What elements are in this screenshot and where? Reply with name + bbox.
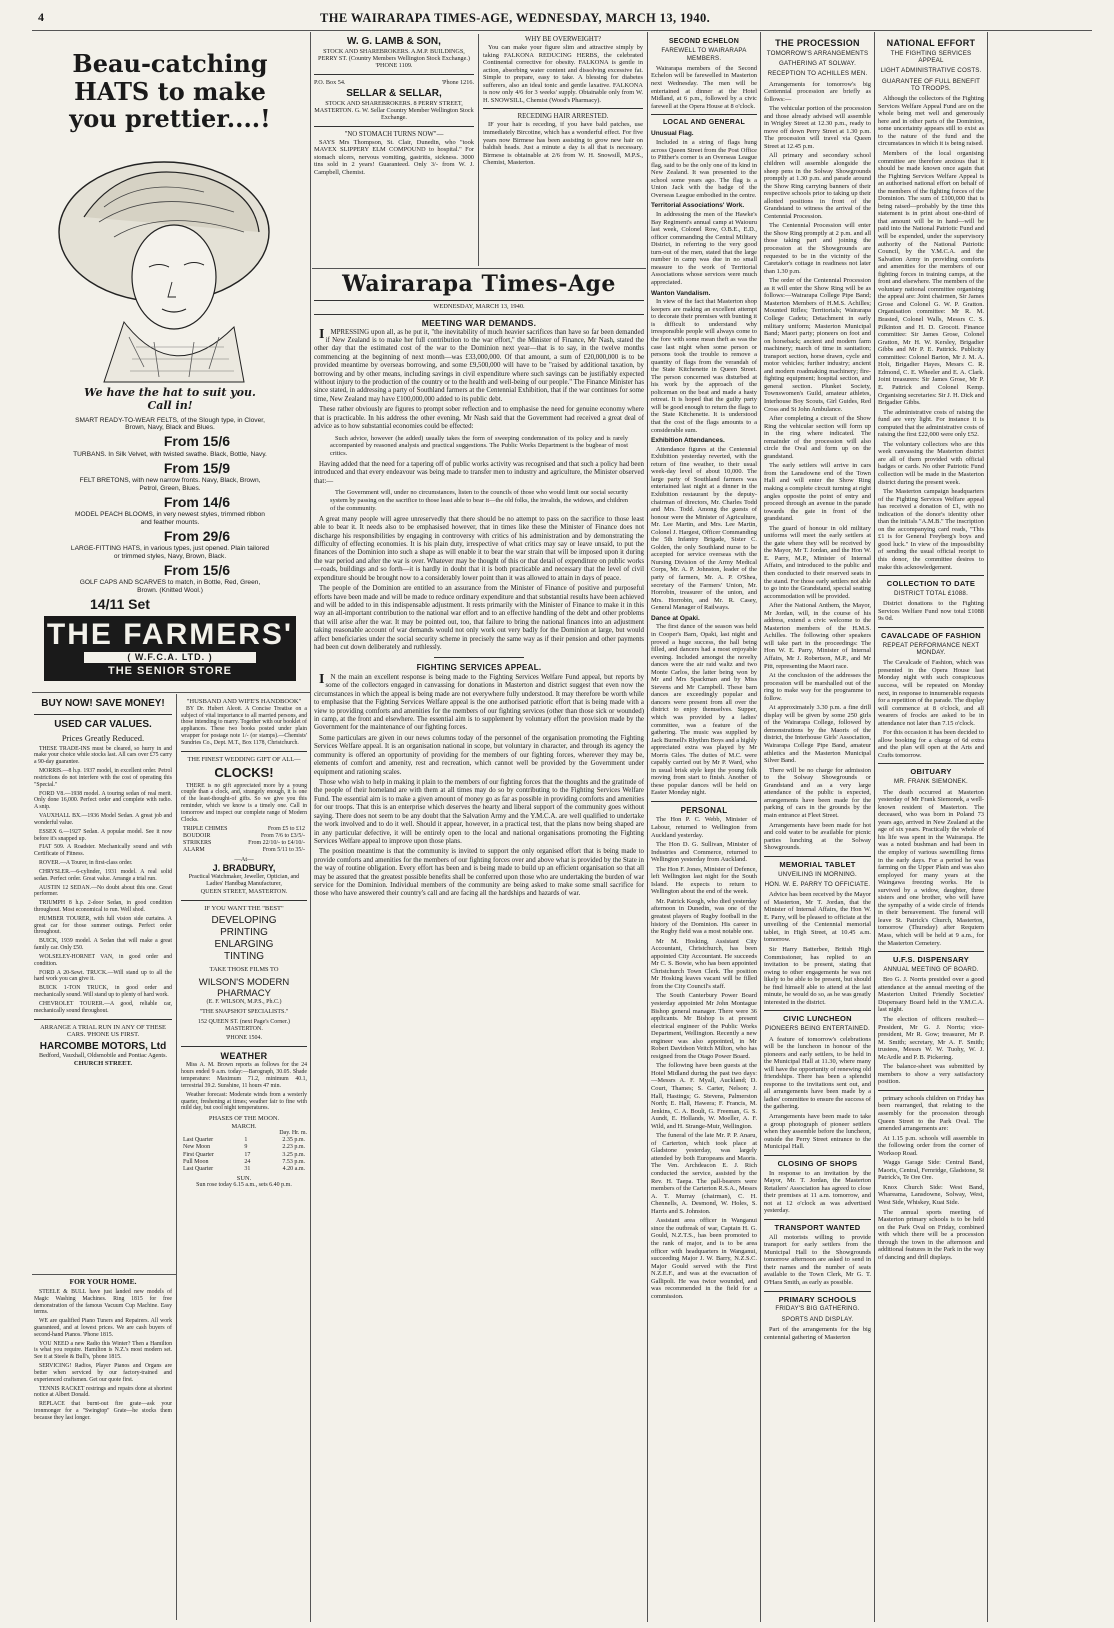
editorial-heading: MEETING WAR DEMANDS. <box>421 317 537 328</box>
farmers-store-tag: THE SENIOR STORE <box>108 664 232 677</box>
schools-paragraph: Waggs Garage Side: Central Band, Maoris, Central, Fernridge, Gladstone, St Patrick's, Te Ore Ore. <box>878 1159 984 1182</box>
personal-paragraph: The funeral of the late Mr. P. P. Anaru, of Carterton, which took place at Gladstone yesterday, was largely attended by both Europeans and Maoris. The Ven. Archdeacon E. J. Rich conducted the service, assisted by the Rev. H. Taepa. The pall-bearers were members of the Carterton R.S.A., Messrs A. T. Murray (chairman), C. H. Chennells, A. Desmond, W. Holes, S. Harris and S. Johnston. <box>651 1132 757 1215</box>
stomach-heading: "NO STOMACH TURNS NOW"— <box>344 130 444 138</box>
shops-body: In response to an invitation by the Mayor, Mr. T. Jordan, the Masterton Retailers' Association has agreed to close their premises at 11 a.m. tomorrow, and not at 12 o'clock as was advertised yesterday. <box>764 1169 871 1215</box>
memorial-sub1: UNVEILING IN MORNING. <box>778 870 857 878</box>
primary-sub2: SPORTS AND DISPLAY. <box>781 1315 854 1323</box>
hats-tagline: We have the hat to suit you. Call in! <box>84 385 256 412</box>
ufs-paragraph: Bro G. J. Norris presided over a good attendance at the annual meeting of the Masterton United Friendly Societies' Dispensary Board held in the Y.M.C.A. last night. <box>878 976 984 1014</box>
memorial-heading: MEMORIAL TABLET <box>779 859 856 869</box>
phase-day: 31 <box>244 1165 251 1172</box>
phase-name: Full Moon <box>183 1158 209 1165</box>
procession-paragraph: The vehicular portion of the procession and those already advised will assemble in Wrigley Street at 12.30 p.m., ready to move off down Perry Street at 1.30 p.m. The procession will travel via Queen Street at 12.45 p.m. <box>764 105 871 150</box>
fighting-appeal-heading: FIGHTING SERVICES APPEAL. <box>416 663 542 673</box>
cars-headline: BUY NOW! SAVE MONEY! <box>41 698 165 709</box>
personal-list <box>651 816 757 1300</box>
schools-paragraph: primary schools children on Friday has been rearranged, that relating to the assembly for the procession through Queen Street to the Park Oval. The amended arrangements are: <box>878 1094 984 1133</box>
clock-name: TRIPLE CHIMES <box>183 825 228 832</box>
editorial-paragraph: Having added that the need for a tapering off of public works activity was recognised and that such a policy had been introduced and that every endeavour was being made to transfer men to industry and agriculture, the Minister observed that:— <box>314 461 644 485</box>
hats-item-text: FELT BRETONS, with new narrow fronts. Navy, Black, Brown, Petrol, Green, Blues. <box>79 477 261 492</box>
phase-name: Last Quarter <box>183 1165 214 1172</box>
ufs-sub: ANNUAL MEETING OF BOARD. <box>883 965 979 973</box>
films-line: TINTING <box>224 950 264 962</box>
farmers-store-name: THE FARMERS' <box>46 618 294 652</box>
procession-paragraph: The order of the Centennial Procession as it will enter the Show Ring will be as follows:—Wairarapa College Pipe Band; Masterton Members of H.M.S. Achilles; Mounted Rifles; Territorials; Wairarapa College Cadets; Detachment in early military uniform; Masterton Municipal Band; Maori party; pioneers on foot and on horseback; ancient and modern farm machinery; march of time in sanitation; transport section, horse drawn, cycle and motor vehicles; further industry; ancient and modern roadmaking machinery; fire-fighting equipment; hospital section, and general section. Plunket Society, Townswomen's Guild, amateur athletes, Interhouse Boy Scouts, Girl Guides, Red Cross and St John Ambulance. <box>764 277 871 413</box>
phase-name: First Quarter <box>183 1151 214 1158</box>
home-item: STEELE & BULL have just landed new models of Magic Washing Machines. Ring 1815 for free demonstration of the famous Vacuum Cup Machine. Easy terms. <box>34 1288 172 1316</box>
procession-paragraph: The Centennial Procession will enter the Show Ring promptly at 2 p.m. and all those taking part and joining the procession at the Showgrounds are requested to be in the vicinity of the Caretaker's cottage in readiness not later than 1.30 p.m. <box>764 222 871 275</box>
sellar-desc: STOCK AND SHAREBROKERS. 8 PERRY STREET, MASTERTON. G. W. Sellar Country Member Wellington Stock Exchange. <box>314 99 474 122</box>
appeal-paragraph: Those who wish to help in making it plain to the members of our fighting forces that the thoughts and the gratitude of the people of their homeland are with them at all times may do so by contributing to the Fighting Services Welfare Fund. The essential aim is to make a given amount of money go as far as possible in providing comforts and amenities for our troops. That this is an enterprise which deserves the hearty and liberal support of the community goes without saying. There does not seem to be any doubt that the Salvation Army and the Y.M.C.A. are well qualified to undertake the work involved and to do it well. Should it appear, however, in a practical test, that the plans now being shaped are in any particular defective, it will be entirely open to the local and national organisations promoting the Fighting Services Welfare appeal to improve upon those plans. <box>314 778 644 845</box>
echelon-sub: FAREWELL TO WAIRARAPA MEMBERS. <box>661 47 747 62</box>
hats-item-text: TURBANS. In Silk Velvet, with twisted swathe. Black, Bottle, Navy. <box>73 450 267 458</box>
divider <box>878 951 984 952</box>
divider <box>651 801 757 802</box>
section-rule <box>32 692 310 693</box>
procession-sub3: RECEPTION TO ACHILLES MEN. <box>767 70 868 78</box>
hats-item-list <box>34 417 306 613</box>
divider <box>314 74 474 75</box>
clock-price-row <box>181 826 307 833</box>
divider <box>764 856 871 857</box>
national-paragraph: The administrative costs of raising the fund are very light. For instance it is computed that the administrative costs of raising the first £22,000 were only £52. <box>878 408 984 439</box>
shops-heading: CLOSING OF SHOPS <box>777 1158 858 1168</box>
hats-item-text: LARGE-FITTING HATS, in various types, just opened. Plain tailored or trimmed styles, Navy, Brown, Black. <box>70 545 270 560</box>
local-item-body: The first dance of the season was held in Cooper's Barn, Opaki, last night and proved a huge success, the hall being filled, and dancers had a most enjoyable evening. Included amongst the novelty dances were the air raid waltz and two Monte Carlos, the latter being won by Mr and Mrs Spackman and by Miss Stevens and Mr Campbell. These barn dances are exceedingly popular and dancers were present from all over the district to enjoy themselves. Supper, which was provided by a ladies' committee, was a feature of the gathering. The music was supplied by Jack Burnell's Rhythm Boys and a highly appreciated extra was played by Mr Morris Giles. The duties of M.C. were capably carried out by Mr P. Ward, who in usual brisk style kept the young folk moving from start to finish. Another of these popular dances will be held on Easter Monday night. <box>651 623 757 797</box>
column-rule <box>647 32 648 1622</box>
phase-time: 3.25 p.m. <box>282 1151 305 1158</box>
national-paragraph: Members of the local organising committee are therefore anxious that it should be made known once again that the Fighting Services Welfare Appeal is an authorised national effort on behalf of the members of the fighting forces of the Dominion. The sum of £100,000 that is being raised—probably by the time this statement is in print about one-third of that amount will be in hand—will be paid into the National Patriotic Fund and will be expended, under the supervisory authority of the National Patriotic Council, by the Y.M.C.A. and the Salvation Army in providing comforts and amenities for the members of our fighting forces in training camps, at the front and elsewhere. The members of the voluntary national committee organising the appeal are: Joint chairmen, Sir James Grose and Colonel G. W. P. Gratton. Organisation committee: Mr R. M. Brasted, Colonel Walls, Messrs C. S. Pilkinton and H. D. Grocott. Finance committee: Sir James Grose, Colonel Gratton, Mr H. W. Kersley, Brigadier Gibbs and Mr P. E. Pattrick. Publicity committee: Colonel Barton, Mr J. M. A. Holt, Brigadier Hayes, Messrs C. R. Edmond, C. E. Wheeler and E. A. Clark. Joint treasurers: Sir James Grose, Mr P. E. Pattrick and Colonel Kemp. Organising secretaries: Sir J. H. Dick and Brigadier Gibbs. <box>878 150 984 407</box>
editorial-body <box>314 326 644 653</box>
memorial-sub2: HON. W. E. PARRY TO OFFICIATE. <box>764 880 871 888</box>
car-listing: CHRYSLER.—6-cylinder, 1931 model. A real solid sedan. Perfect order. Great value. Arrange a trial run. <box>34 868 172 882</box>
car-listing: FIAT 509. A Roadster. Mechanically sound and with Certificate of Fitness. <box>34 844 172 858</box>
obituary-body: The death occurred at Masterton yesterday of Mr Frank Siemonek, a well-known resident of Masterton. The deceased, who was born in Poland 73 years ago, arrived in New Zealand at the age of six years. Practically the whole of his life was spent in the Wairarapa. He was a noted bushman and had been in the employ of various sawmilling firms in the early days. For a period he was farming on the Upper Plain and was also employed for many years at the Waingawa freezing works. He is survived by a widow, daughter, three sisters and one brother, who will have the sympathy of a wide circle of friends in their bereavement. The funeral will leave St. Patrick's Church, Masterton, tomorrow (Thursday) after Requiem Mass, which will be held at 9 a.m., for the Masterton Cemetery. <box>878 788 984 947</box>
local-general-list <box>651 130 757 797</box>
column-rule <box>310 32 311 1622</box>
echelon-body: Wairarapa members of the Second Echelon will be farewelled in Masterton next Wednesday. The men will be entertained at dinner at the Hotel Midland, at 6 p.m., followed by a civic farewell at the Opera House at 8 o'clock. <box>651 64 757 110</box>
moon-month: MARCH. <box>231 1122 257 1130</box>
personal-paragraph: Assistant area officer in Wanganui since the outbreak of war, Captain H. G. Gould, N.Z.T.S., has been promoted to the rank of major, and is to be area officer with headquarters in Wanganui, succeeding Major J. W. Barry, N.Z.S.C. Major Gould served with the First N.Z.E.F., and was at the evacuation of Gallipoli. He was twice wounded, and was recommended in the field for a commission. <box>651 1217 757 1300</box>
hats-item <box>70 417 270 450</box>
films-line: ENLARGING <box>214 938 274 950</box>
national-heading: NATIONAL EFFORT <box>886 38 976 48</box>
national-paragraph: Although the collectors of the Fighting Services Welfare Appeal Fund are on the whole being met well and generously here and in other parts of the Dominion, some uncertainty appears still to exist as to the nature of the fund and the circumstances in which it is being raised. <box>878 95 984 148</box>
ufs-paragraph: The balance-sheet was submitted by members to show a very satisfactory position. <box>878 1063 984 1086</box>
clock-price: From £5 to £12 <box>267 825 305 832</box>
masthead-rule <box>32 30 1092 31</box>
hats-item <box>70 545 270 578</box>
civic-sub: PIONEERS BEING ENTERTAINED. <box>765 1025 870 1033</box>
films-phone: 'PHONE 1504. <box>225 1034 263 1041</box>
divider <box>483 108 643 109</box>
procession-paragraph: The guard of honour in old military uniforms will meet the early settlers at the gate where they will be received by the Mayor, Mr T. Jordan, and the Hon W. E. Parry, M.P., Minister of Internal Affairs, and introduced to the public and then conducted to their reserved seats in the stand. For those early settlers not able to go into the Grandstand, special seating accommodation will be provided. <box>764 524 871 600</box>
clock-price-row <box>181 840 307 847</box>
procession-paragraph: There will be no charge for admission to the Solway Showgrounds or Grandstand and as a very large attendance of the public is expected, arrangements have been made for the parking of cars in the grounds by the main entrance at Fleet Street. <box>764 766 871 819</box>
sellar-contact <box>314 79 474 86</box>
personal-paragraph: The following have been guests at the Hotel Midland during the past two days:—Messrs A. F. Myall, Auckland; D. Court, Thames; S. Carter, Nelson; J. Hall, Hastings; G. Stevens, Palmerston North; E. Hall, Hawera; F. Francis, M. Jenkins, C. A. Boult, G. Freeman, G. S. Aundt, E. Hollands, W. Moeller, A. F. Wild, and H. Strange-Muir, Wellington. <box>651 1062 757 1130</box>
personal-paragraph: The Hon F. Jones, Minister of Defence, left Wellington last night for the South Island. He expects to return to Wellington about the end of the week. <box>651 865 757 896</box>
column-rule <box>760 32 761 1622</box>
car-listing: ROVER.—A Tourer, in first-class order. <box>39 860 133 867</box>
procession-paragraph: Arrangements have been made for hot and cold water to be available for picnic parties lunching at the Solway Showgrounds. <box>764 821 871 852</box>
weather-section <box>181 1051 307 1190</box>
procession-paragraph: At the conclusion of the addresses the procession will be marshalled out of the ring to make way for the programme to follow. <box>764 672 871 702</box>
primary-sub1: FRIDAY'S BIG GATHERING. <box>775 1305 860 1313</box>
editorial-date: WEDNESDAY, MARCH 13, 1940. <box>433 302 525 310</box>
local-item-title: Exhibition Attendances. <box>651 437 725 445</box>
car-listing: AUSTIN 12 SEDAN.—No doubt about this one. Great performer. <box>34 884 172 898</box>
newspaper-title: THE WAIRARAPA TIMES-AGE, WEDNESDAY, MARCH 13, 1940. <box>320 11 711 25</box>
home-item: REPLACE that burnt-out fire grate—ask your ironmonger for a "Swingtop" Grate—he stocks them because they last longer. <box>34 1401 172 1421</box>
for-home-list <box>34 1289 172 1422</box>
hats-headline: Beau-catching HATS to make you prettier....! <box>69 49 271 134</box>
overweight-body: You can make your figure slim and attractive simply by taking FALKONA REDUCING HERBS, the celebrated Continental corrective for obesity. FALKONA is gentle in action, absorbing water content and dissolving excessive fat. Simple to prepare, easy to take. A blessing for diabetes sufferers, also an ideal tonic and gentle laxative. FALKONA is now only 4/6 for 3 weeks' supply. Obtainable only from W. H. SNOWSILL, Chemist (Wood's Pharmacy). <box>483 44 643 104</box>
hats-item-price: From 29/6 <box>163 527 230 544</box>
local-item-title: Unusual Flag. <box>651 130 694 138</box>
moon-phases-table <box>181 1137 307 1172</box>
sellar-firm: SELLAR & SELLAR, <box>346 88 442 100</box>
fashion-paragraph: For this occasion it has been decided to allow booking for a charge of 6d extra and the plan will open at the Arts and Crafts tomorrow. <box>878 729 984 759</box>
divider <box>764 1155 871 1156</box>
car-listing: VAUXHALL BX.—1936 Model Sedan. A great job and wonderful value. <box>34 813 172 826</box>
clock-price: From 5/11 to 35/- <box>262 846 305 853</box>
clocks-dealer: J. BRADBURY, <box>212 863 276 874</box>
car-listing: FORD A 20-Sewt. TRUCK.—Will stand up to all the hard work you can give it. <box>34 969 172 983</box>
films-take: TAKE THOSE FILMS TO <box>209 966 279 974</box>
films-line: PRINTING <box>220 927 268 939</box>
national-paragraph: The voluntary collectors who are this week canvassing the Masterton district are all of them provided with official badges or cards. No other Patriotic Fund collection will be made in the Masterton district during the present week. <box>878 440 984 486</box>
films-line: DEVELOPING <box>211 915 277 927</box>
clocks-title: CLOCKS! <box>214 765 274 781</box>
hat-illustration <box>44 137 274 387</box>
local-item-title: Dance at Opaki. <box>651 614 700 622</box>
clocks-advertisement <box>181 756 307 896</box>
cars-dealer-sub: Bedford, Vauxhall, Oldsmobile and Pontiac Agents. <box>38 1052 168 1060</box>
procession-heading: THE PROCESSION <box>775 38 860 48</box>
fighting-appeal-body <box>314 671 644 899</box>
hats-item <box>70 511 270 544</box>
farmers-store-sub: ( W.F.C.A. LTD. ) <box>84 652 256 663</box>
procession-body <box>764 81 871 852</box>
memorial-paragraph: Advice has been received by the Mayor of Masterton, Mr T. Jordan, that the Minister of Internal Affairs, the Hon W. E. Parry, will be pleased to officiate at the unveiling of the Centennial memorial tablet, in High Street, at 10.45 a.m. tomorrow. <box>764 891 871 944</box>
car-listing: BUICK 1-TON TRUCK, in good order and mechanically sound. Will stand up to plenty of hard work. <box>34 985 172 999</box>
editorial-quote: Such advice, however (he added) usually takes the form of sweeping condemnation of its policy and is rarely accompanied by reasoned analysis and practical suggestions. The Public Works Department is the bugbear of most critics. <box>330 434 628 458</box>
overweight-heading: WHY BE OVERWEIGHT? <box>524 36 601 43</box>
divider <box>878 763 984 764</box>
divider <box>764 1010 871 1011</box>
for-your-home-advertisement <box>34 1278 172 1624</box>
national-sub3: GUARANTEE OF FULL BENEFIT TO TROOPS. <box>881 77 981 92</box>
sellar-phone: 'Phone 1216. <box>441 78 474 86</box>
clock-price-row <box>181 833 307 840</box>
stomach-body: SAYS Mrs Thompson, St. Clair, Dunedin, who "took MAVEX SLIPPERY ELM COMPOUND to hospital." For stomach ulcers, nervous vomiting, gastritis, sickness. 3000 tins sold in 2 years! Guaranteed. Only 3/- from W. J. Campbell, Chemist. <box>314 138 474 176</box>
sellar-box: P.O. Box 54. <box>314 78 346 86</box>
phase-day: 1 <box>244 1137 248 1144</box>
procession-paragraph: After the National Anthem, the Mayor, Mr Jordan, will, in the course of his address, extend a civic welcome to the Masterton members of the H.M.S. Achilles. The following other speakers will take part in the proceedings: The Hon W. E. Parry, Minister of Internal Affairs, Mr J. Robertson, M.P., and Mr Pitt, representing the Maori race. <box>764 602 871 670</box>
car-listing: WOLSELEY-HORNET VAN, in good order and condition. <box>34 953 172 967</box>
column-rule <box>987 32 988 1622</box>
national-body <box>878 95 984 571</box>
ufs-heading: U.F.S. DISPENSARY <box>892 955 970 965</box>
clocks-dealer-desc: Practical Watchmaker, Jeweller, Optician, and Ladies' Handbag Manufacturer, <box>188 874 300 888</box>
clocks-price-table <box>181 826 307 854</box>
echelon-heading: SECOND ECHELON <box>668 38 740 45</box>
hats-item <box>70 477 270 510</box>
personal-paragraph: Mr M. Hosking, Assistant City Accountant, Christchurch, has been appointed City Accountant. He succeeds Mr C. S. Bowie, who has been appointed Christchurch Town Clerk. The position Mr Hosking leaves vacant will be filled from the City Council's staff. <box>651 937 757 990</box>
page-masthead <box>0 10 1114 28</box>
handbook-advertisement <box>181 698 307 747</box>
phase-name: Last Quarter <box>183 1137 214 1144</box>
procession-paragraph: The early settlers will arrive in cars from the Lansdowne end of the Town Hall and will enter the Show Ring making a complete circuit turning at right angles opposite the point of entry and proceed through an avenue in the parade towards the gate in front of the grandstand. <box>764 462 871 523</box>
newspaper-flag: Wairarapa Times-Age <box>342 272 616 297</box>
clock-price: From 7/6 to £3/5/- <box>260 832 305 839</box>
divider <box>651 114 757 115</box>
car-listing: CHEVROLET TOURER.—A good, reliable car, mechanically sound throughout. <box>34 1000 172 1014</box>
clock-name: STRIKERS <box>183 839 212 846</box>
editorial-section <box>314 272 644 1624</box>
lamb-phone: 'PHONE 1109. <box>375 62 413 70</box>
moon-phase-row <box>181 1137 307 1144</box>
films-addr: 152 QUEEN ST. (next Page's Corner.) MASTERTON. <box>197 1018 291 1032</box>
column-rule <box>478 34 479 266</box>
appeal-paragraph: IN the main an excellent response is being made to the Fighting Services Welfare Fund appeal, but reports by some of the collectors engaged in canvassing for donations in Masterton and district suggest that even now the circumstances in which the appeal is being made are not everywhere fully understood. It may therefore be worth while to emphasise that the Fighting Services Welfare appeal is the one authorised patriotic effort that is being made with a view to providing comforts and amenities for the members of our fighting services (other than those sick or wounded) in camp, at the front and elsewhere. The essential aim is to supplement by voluntary effort the provision made by the Government for the maintenance of our fighting forces. <box>314 671 644 732</box>
procession-sub2: GATHERING AT SOLWAY. <box>779 59 856 67</box>
films-heading: IF YOU WANT THE "BEST" <box>204 904 284 912</box>
home-item: SERVICING! Radios, Player Pianos and Organs are better when serviced by our factory-trained and experienced craftsmen. Get our quote first. <box>34 1363 172 1383</box>
primary-heading: PRIMARY SCHOOLS <box>778 1294 857 1304</box>
collection-heading: COLLECTION TO DATE <box>886 579 976 589</box>
civic-heading: CIVIC LUNCHEON <box>783 1014 852 1024</box>
hats-advertisement <box>34 36 306 686</box>
schools-paragraph: The annual sports meeting of Masterton primary schools is to be held on the Park Oval on Friday, combined with which there will be a procession through the town in the afternoon and additional features in the Park in the way of dancing and drill displays. <box>878 1208 984 1261</box>
cars-subtitle: Prices Greatly Reduced. <box>61 732 145 743</box>
phase-time: 2.23 p.m. <box>282 1144 305 1151</box>
divider <box>34 714 172 715</box>
clocks-at: —At— <box>234 855 254 863</box>
moon-phase-row <box>181 1159 307 1166</box>
films-pharmacy: WILSON'S MODERN PHARMACY <box>198 977 290 1000</box>
cars-dealer-addr: CHURCH STREET. <box>73 1059 133 1067</box>
personal-paragraph: Mr. Patrick Keogh, who died yesterday afternoon in Dunedin, was one of the greatest players of Rugby football in the history of the Dominion. His career in the Rugby field was a most notable one. <box>651 897 757 936</box>
personal-paragraph: The Hon P. C. Webb, Minister of Labour, returned to Wellington from Auckland yesterday. <box>651 816 757 839</box>
sun-times: Sun rose today 6.15 a.m., sets 6.40 p.m. <box>196 1182 292 1189</box>
hats-item-text: MODEL PEACH BLOOMS, in very newest styles, trimmed ribbon and feather mounts. <box>75 511 265 526</box>
obituary-heading: OBITUARY <box>910 767 952 777</box>
fashion-paragraph: The Cavalcade of Fashion, which was presented in the Opera House last Monday night with such conspicuous success, will be repeated on Monday next, in response to innumerable requests for a repetition of the parade. The display will commence at 8 o'clock, and all wearers of frocks are asked to be in attendance not later than 7.15 o'clock. <box>878 659 984 727</box>
editorial-paragraph: IMPRESSING upon all, as he put it, "the inevitability of much heavier sacrifices than have so far been demanded if New Zealand is to make her full contribution to the war effort," the Minister of Finance, Mr Nash, stated the other day that the estimated cost of the war to the Dominion next year—that is to say, in the twelve months commencing at the beginning of next month—was £33,000,000. Of that amount, a sum of £20,000,000 is to be provided meantime by overseas borrowing, and some £9,500,000 will have to be "raised by additional taxation, by borrowing and by other means, including savings in civil expenditure where such savings can be justifiably expected without injury to the production of the country or to the health and well-being of our people." The Finance Minister has since stated, in addressing a party of Southland farmers at the Centennial Exhibition, that if the war continues for some time, New Zealand may have £100,000,000 added to its public debt. <box>314 326 644 403</box>
personal-paragraph: The South Canterbury Power Board yesterday appointed Mr John Montague Bishop general manager. There were 36 applicants. Mr Bishop is at present electrical engineer of the Public Works Department, Wellington. Recently a new engineer was also appointed, in Mr Robert Davidson Veitch Milton, who has resigned from the Otago Power Board. <box>651 992 757 1060</box>
weather-heading: WEATHER <box>220 1050 268 1061</box>
local-item-body: In addressing the men of the Hawke's Bay Regiment's annual camp at Waiouru last week, Colonel Row, O.B.E., E.D., officer commanding the Central Military District, in referring to the very good turn-out of the men, stated that the large number in camp was due in no small measure to the work of Territorial Associations whose services were much appreciated. <box>651 211 757 287</box>
sharebrokers-ads <box>314 36 474 266</box>
collection-sub: DISTRICT TOTAL £1088. <box>893 589 968 597</box>
section-rule <box>176 694 177 1620</box>
news-column-3 <box>878 36 984 1624</box>
hats-item-price: 14/11 Set <box>90 595 150 612</box>
divider <box>314 300 644 301</box>
ufs-paragraph: The election of officers resulted:—President, Mr G. J. Norris; vice-president, Mr R. Gow; treasurer, Mr P. M. Smith; secretary, Mr A. F. Smith; trustees, Messrs W. W. Tuohy, W. J. McArdle and P. B. Pickering. <box>878 1015 984 1061</box>
editorial-paragraph: The people of the Dominion are entitled to an assurance from the Minister of Finance of positive and purposeful efforts have been made and will be made to reduce ordinary expenditure and that substantial results have been achieved and will be added to in this indispensable adjustment. It rests primarily with the Minister of Finance to make it in this way an all-important contribution to the national war effort and to an effective handling of the debt and other problems that will arise after the war. It may be pointed out, too, that failure to bring the national finances into an adjustment taking reasonable account of war demands would not only work out very badly for the Dominion at large, but would affect beneficiaries under the social security scheme in precisely the same way as if their pension and other payments had been cut down deliberately and ruthlessly. <box>314 585 644 652</box>
national-sub1: THE FIGHTING SERVICES APPEAL <box>890 49 972 64</box>
appeal-paragraph: The position meantime is that the community is invited to support the only organised effort that is being made to provide comforts and amenities for the members of our fighting forces over and above what is provided by the State in the way of routine obligation. Every effort has been and is being made to build up an efficient organisation so that all may be assured that the greatest possible benefits shall be conferred upon those who are undertaking the burden of war service for the Dominion. Individual members of the community are being asked to make some small sacrifice for those who have answered their country's call and are facing all the hardships and hazards of war. <box>314 848 644 898</box>
personal-paragraph: The Hon D. G. Sullivan, Minister of Industries and Commerce, returned to Wellington yesterday from Auckland. <box>651 841 757 864</box>
divider <box>181 751 307 752</box>
for-home-heading: FOR YOUR HOME. <box>69 1278 137 1286</box>
cars-title: USED CAR VALUES. <box>54 718 152 730</box>
used-cars-advertisement <box>34 698 172 1268</box>
divider <box>314 126 474 127</box>
personal-heading: PERSONAL <box>680 805 728 815</box>
moon-columns: Day. Hr. m. <box>279 1130 307 1137</box>
editorial-paragraph: A great many people will agree unreservedly that there should be no attempt to pass on the sacrifice to those least able to bear it. It needs also to be emphasised however, that in times like these the Minister of Finance does not discharge his responsibilities by engaging in controversy with critics of his administration and by demonstrating the difficulty of effecting economies. It is his plain duty, irrespective of what critics may say or leave unsaid, to put the finances of the Dominion into such a shape as will enable it to bear the war strain that will be imposed upon it during the war period and after the war is over. Whatever may be thought of this or that detail of expenditure on public works—roads, buildings and so forth—it is hardly in doubt that it is both practicable and necessary that the level of civil expenditure should be brought now to a considerably lower point than it was allowed to attain in days of peace. <box>314 515 644 582</box>
weather-report: Miss A. M. Brown reports as follows for the 24 hours ended 9 a.m. today:—Barograph, 30.05. Shade temperature: Maximum 71.2, minimum 40.1, terrestrial 39.2. Sunshine, 11 hours 47 min. <box>181 1062 307 1089</box>
clocks-body: THERE is no gift appreciated more by a young couple than a clock, and, strangely enough, it is one of the least-thought-of gifts. So we give you this reminder, which we know is a timely one. Call in tomorrow and inspect our complete range of Modern Clocks. <box>181 782 307 823</box>
clock-name: BOUDOIR <box>183 832 211 839</box>
clock-price: From 22/10/- to £4/10/- <box>248 839 305 846</box>
procession-paragraph: After completing a circuit of the Show Ring the vehicular section will form up in the ring where indicated. The remainder of the procession will also circle the Oval and form up on the grandstand. <box>764 415 871 460</box>
local-heading: LOCAL AND GENERAL <box>662 119 746 127</box>
lamb-firm: W. G. LAMB & SON, <box>347 36 441 47</box>
small-ads-column <box>181 698 307 1624</box>
hats-item-text: GOLF CAPS AND SCARVES to match, in Bottle, Red, Green, Brown. (Knitted Wool.) <box>79 579 261 594</box>
section-rule <box>312 268 646 269</box>
local-item-body: In view of the fact that Masterton shop keepers are making an excellent attempt to decorate their premises with bunting it is difficult to understand why irresponsible people will always come to the fore with some mean theft as was the case last night when some person or persons took the trouble to remove a quantity of flags from the verandah of the State Kitchenette in Queen Street. The person concerned was disturbed at his work by the approach of the policeman on the beat and made a hasty retreat. It is hoped that the guilty party will be good enough to return the flags to the State Kitchenette. It is understood that the cost of the flags amounts to a considerable sum. <box>651 298 757 434</box>
car-listing: TRIUMPH 8 h.p. 2-door Sedan, in good condition throughout. Most economical to run. Well shod. <box>34 900 172 913</box>
divider <box>34 1019 172 1020</box>
cars-trial: ARRANGE A TRIAL RUN IN ANY OF THESE CARS. 'PHONE US FIRST. <box>40 1023 166 1039</box>
appeal-paragraph: Some particulars are given in our news columns today of the personnel of the organisation promoting the Fighting Services Welfare appeal. It is an organisation national in scope, but voluntary in character, and through its agency the community is offered an opportunity of providing for the members of our fighting forces, wherever they may be, elements of comfort and amenity, rest and recreation, which cannot well be provided by the Government under equipment and rationing scales. <box>314 734 644 776</box>
car-listing: HUMBER TOURER, with full vision side curtains. A great car for those summer outings. Perfect order throughout. <box>34 915 172 936</box>
moon-phase-row <box>181 1144 307 1151</box>
hats-item-price: From 15/6 <box>163 433 230 450</box>
lamb-desc: STOCK AND SHAREBROKERS. A.M.P. BUILDINGS, PERRY ST. (Country Members Wellington Stock Exchange.) <box>318 47 470 63</box>
handbook-title: "HUSBAND AND WIFE'S HANDBOOK" <box>186 698 302 705</box>
health-ads <box>483 36 643 266</box>
clocks-heading: THE FINEST WEDDING GIFT OF ALL— <box>187 755 301 763</box>
local-item-body: Attendance figures at the Centennial Exhibition yesterday reverted, with the return of fine weather, to their usual week-day level of about 10,000. The large party of Southland farmers was entertained last night at a dinner in the Exhibition restaurant by the deputy-chairman of directors, Mr. Charles Todd and Mrs. Todd. Among the guests of honour were the Minister of Agriculture, Mr. Lee Martin, and Mrs. Lee Martin, Colonel J. Hargest, Officer Commanding the 5th Infantry Brigade, Sister C. Golden, the only Southland nurse to be accepted for service overseas with the Nursing Division of the Army Medical Corps, Mr. A. P. Johnston, leader of the party of farmers, Mr. A. P. O'Shea, secretary of the Farmers' Union, Mr. Horrobin, treasurer of the union, and Mrs. Horrobin, and Mr. R. Casey, General Manager of Railways. <box>651 445 757 612</box>
phase-day: 17 <box>244 1151 251 1158</box>
hair-body: IF your hair is receding, if you have bald patches, use immediately Bircotine, which has a wonderful effect. For five years now Birmese has been assisting to grow new hair on baldish heads. Just a minute a day is all that is necessary. Birmese is obtainable at 2/6 from W. H. Snowsill, M.P.S., Chemist, Masterton. <box>483 121 643 167</box>
national-sub2: LIGHT ADMINISTRATIVE COSTS. <box>880 67 982 75</box>
divider <box>434 657 524 658</box>
clock-name: ALARM <box>183 846 205 853</box>
news-column-1 <box>651 36 757 1624</box>
civic-paragraph: A feature of tomorrow's celebrations will be the luncheon in honour of the pioneers and early settlers, to be held in the Municipal Hall at 11.30, where many will have the opportunity of renewing old friendships. There has been a splendid response to the invitations sent out, and all arrangements have been made by a ladies' committee to ensure the success of the gathering. <box>764 1035 871 1111</box>
moon-phase-row <box>181 1152 307 1159</box>
page-number: 4 <box>38 10 44 24</box>
car-listing: FORD V8.—1938 model. A touring sedan of real merit. Only done 16,000. Perfect order and complete with radio. A snip. <box>34 790 172 811</box>
cars-list <box>34 768 172 1015</box>
obituary-sub: MR. FRANK SIEMONEK. <box>894 778 968 786</box>
car-listing: MORRIS.—8 h.p. 1937 model, in excellent order. Petrol restrictions do not interfere with the cost of operating this "Special." <box>34 768 172 788</box>
transport-heading: TRANSPORT WANTED <box>774 1222 861 1232</box>
schools-paragraph: At 1.15 p.m. schools will assemble in the following order from the corner of Worksop Road. <box>878 1134 984 1157</box>
procession-paragraph: All primary and secondary school children will assemble alongside the sheep pens in the Solway Showgrounds promptly at 1.30 p.m. and parade around the Show Ring carrying banners of their respective schools prior to taking up their allotted positions in front of the Grandstand to witness the arrival of the Centennial Procession. <box>764 152 871 220</box>
moon-heading: PHASES OF THE MOON. <box>208 1115 280 1123</box>
national-paragraph: The Masterton campaign headquarters of the Fighting Services Welfare appeal has received a donation of £1, with no indication of the donor's identity other than the initials "A.M.B." The inscription on the accompanying card reads, "This £1 is for General Freyberg's boys and good luck." In view of the impossibility of sending the usual official receipt to this donor, the committee desires to make this acknowledgement. <box>878 488 984 571</box>
procession-sub1: TOMORROW'S ARRANGEMENTS <box>766 49 869 57</box>
divider <box>181 1046 307 1047</box>
transport-body: All motorists willing to provide transport for early settlers from the Municipal Hall to the Showgrounds tomorrow afternoon are asked to send in their names and the number of seats available to the Town Clerk, Mr G. T. O'Hara Smith, as early as possible. <box>764 1233 871 1286</box>
phase-day: 24 <box>244 1158 251 1165</box>
divider <box>764 1291 871 1292</box>
sun-heading: SUN. <box>236 1174 252 1182</box>
hats-item-price: From 14/6 <box>163 493 230 510</box>
weather-forecast: Weather forecast: Moderate winds from a westerly quarter, freshening at times; weather fair to fine with mild day, but cool night temperatures. <box>181 1091 307 1112</box>
divider <box>878 1090 984 1091</box>
farmers-store-logo <box>44 616 296 681</box>
films-owner: (E. F. WILSON, M.P.S., Ph.C.) <box>206 999 282 1006</box>
hats-item-price: From 15/9 <box>163 459 230 476</box>
clock-price-row <box>181 847 307 854</box>
divider <box>878 575 984 576</box>
column-rule <box>874 32 875 1622</box>
phase-time: 2.35 p.m. <box>282 1137 305 1144</box>
divider <box>764 1219 871 1220</box>
hats-item <box>70 451 270 476</box>
local-item-title: Wanton Vandalism. <box>651 289 711 297</box>
phase-day: 9 <box>244 1144 248 1151</box>
hats-item-text: SMART READY-TO-WEAR FELTS, of the Slough type, in Clover, Brown, Navy, Black and Blues. <box>75 416 265 432</box>
divider <box>314 314 644 315</box>
handbook-body: BY Dr. Hubert Aleott. A Concise Treatise on a subject of vital importance to all married persons, and those intending to marry. Together with our booklet of appliances. These two books posted under plain wrapper for postage note 1/- (or stamps).—Chemists' Sundries Co., Dept. M.T., Box 1178, Christchurch. <box>181 705 307 746</box>
section-rule <box>32 1274 176 1275</box>
editorial-paragraph: These rather obviously are figures to prompt sober reflection and to emphasise the need for genuine economy where that is practicable. In his address the other evening, Mr Nash said that the Government had received a great deal of advice as to how substantial economies could be effected: <box>314 406 644 431</box>
fashion-sub: REPEAT PERFORMANCE NEXT MONDAY. <box>882 641 980 657</box>
local-item-title: Territorial Associations' Work. <box>651 202 745 210</box>
editorial-quote: The Government will, under no circumstances, listen to the councils of those who would limit our social security system by passing on the sacrifice to those least able to bear it—the old folks, the invalids, the widows, and children of the community. <box>330 489 628 512</box>
car-listing: ESSEX 6.—1927 Sedan. A popular model. See it now before it's snapped up. <box>34 828 172 842</box>
films-motto: "THE SNAPSHOT SPECIALISTS." <box>199 1008 289 1015</box>
schools-continued <box>878 1095 984 1261</box>
films-advertisement <box>181 905 307 1042</box>
home-item: YOU NEED a new Radio this Winter? Then a Hamilton is what you require. Hamilton is N.Z.'s most modern set. See it at Steele & Bull's, 'phone 1815. <box>34 1340 172 1361</box>
hats-item <box>70 579 270 612</box>
moon-phase-row <box>181 1166 307 1173</box>
cars-intro: THESE TRADE-INS must be cleared, so hurry in and make your choice while stocks last. All cars over £75 carry a 90-day guarantee. <box>34 745 172 766</box>
civic-paragraph: Arrangements have been made to take a group photograph of pioneer settlers when they assemble before the luncheon, outside the Perry Street entrance to the Municipal Hall. <box>764 1112 871 1151</box>
primary-body: Part of the arrangements for the big centennial gathering of Masterton <box>764 1325 871 1341</box>
home-item: TENNIS RACKET restrings and repairs done at shortest notice at Albert Donald. <box>34 1385 172 1399</box>
hats-item-price: From 15/6 <box>163 561 230 578</box>
hair-heading: RECEDING HAIR ARRESTED. <box>517 113 609 121</box>
memorial-paragraph: Sir Harry Batterbee, British High Commissioner, has replied to an invitation to be present, stating that owing to other engagements he was not likely to be able to be present, but should he find himself able to attend at the last minute, he would do so, as he was greatly interested in the district. <box>764 945 871 1006</box>
schools-paragraph: Knox Church Side: West Band, Whareama, Lansdowne, Solway, West, West Side, Whiskey, Kuai Side. <box>878 1183 984 1207</box>
cars-dealer: HARCOMBE MOTORS, Ltd <box>39 1040 167 1052</box>
clocks-dealer-addr: QUEEN STREET, MASTERTON. <box>200 888 288 896</box>
phase-time: 4.20 a.m. <box>282 1165 305 1172</box>
local-item-body: Included in a string of flags hung across Queen Street from the Post Office to Pitther's corner is an Overseas League flag, said to be the only one of its kind in New Zealand. It was presented to the school some years ago. The flag is a Union Jack with the badge of the Overseas League embodied in the centre. <box>651 139 757 199</box>
phase-time: 7.53 p.m. <box>282 1158 305 1165</box>
procession-paragraph: Arrangements for tomorrow's big Centennial procession are briefly as follows:— <box>764 80 871 103</box>
divider <box>181 900 307 901</box>
fashion-heading: CAVALCADE OF FASHION <box>881 630 981 640</box>
news-column-2 <box>764 36 871 1624</box>
procession-paragraph: At approximately 3.30 p.m. a fine drill display will be given by some 250 girls of the Wairarapa College, followed by demonstrations by the Maoris of the district, the Interhouse Girls' Association, Wairarapa College Pipe Band, amateur athletics and the Masterton Municipal Silver Band. <box>764 704 871 765</box>
collection-body: District donations to the Fighting Services Welfare Fund now total £1088 9s 0d. <box>878 600 984 623</box>
home-item: WE are qualified Piano Tuners and Repairers. All work guaranteed, and at lowest prices. We are cash buyers of second-hand Pianos. 'Phone 1815. <box>34 1318 172 1338</box>
divider <box>878 627 984 628</box>
car-listing: BUICK, 1939 model. A Sedan that will make a great family car. Only £50. <box>34 938 172 952</box>
phase-name: New Moon <box>183 1144 211 1151</box>
